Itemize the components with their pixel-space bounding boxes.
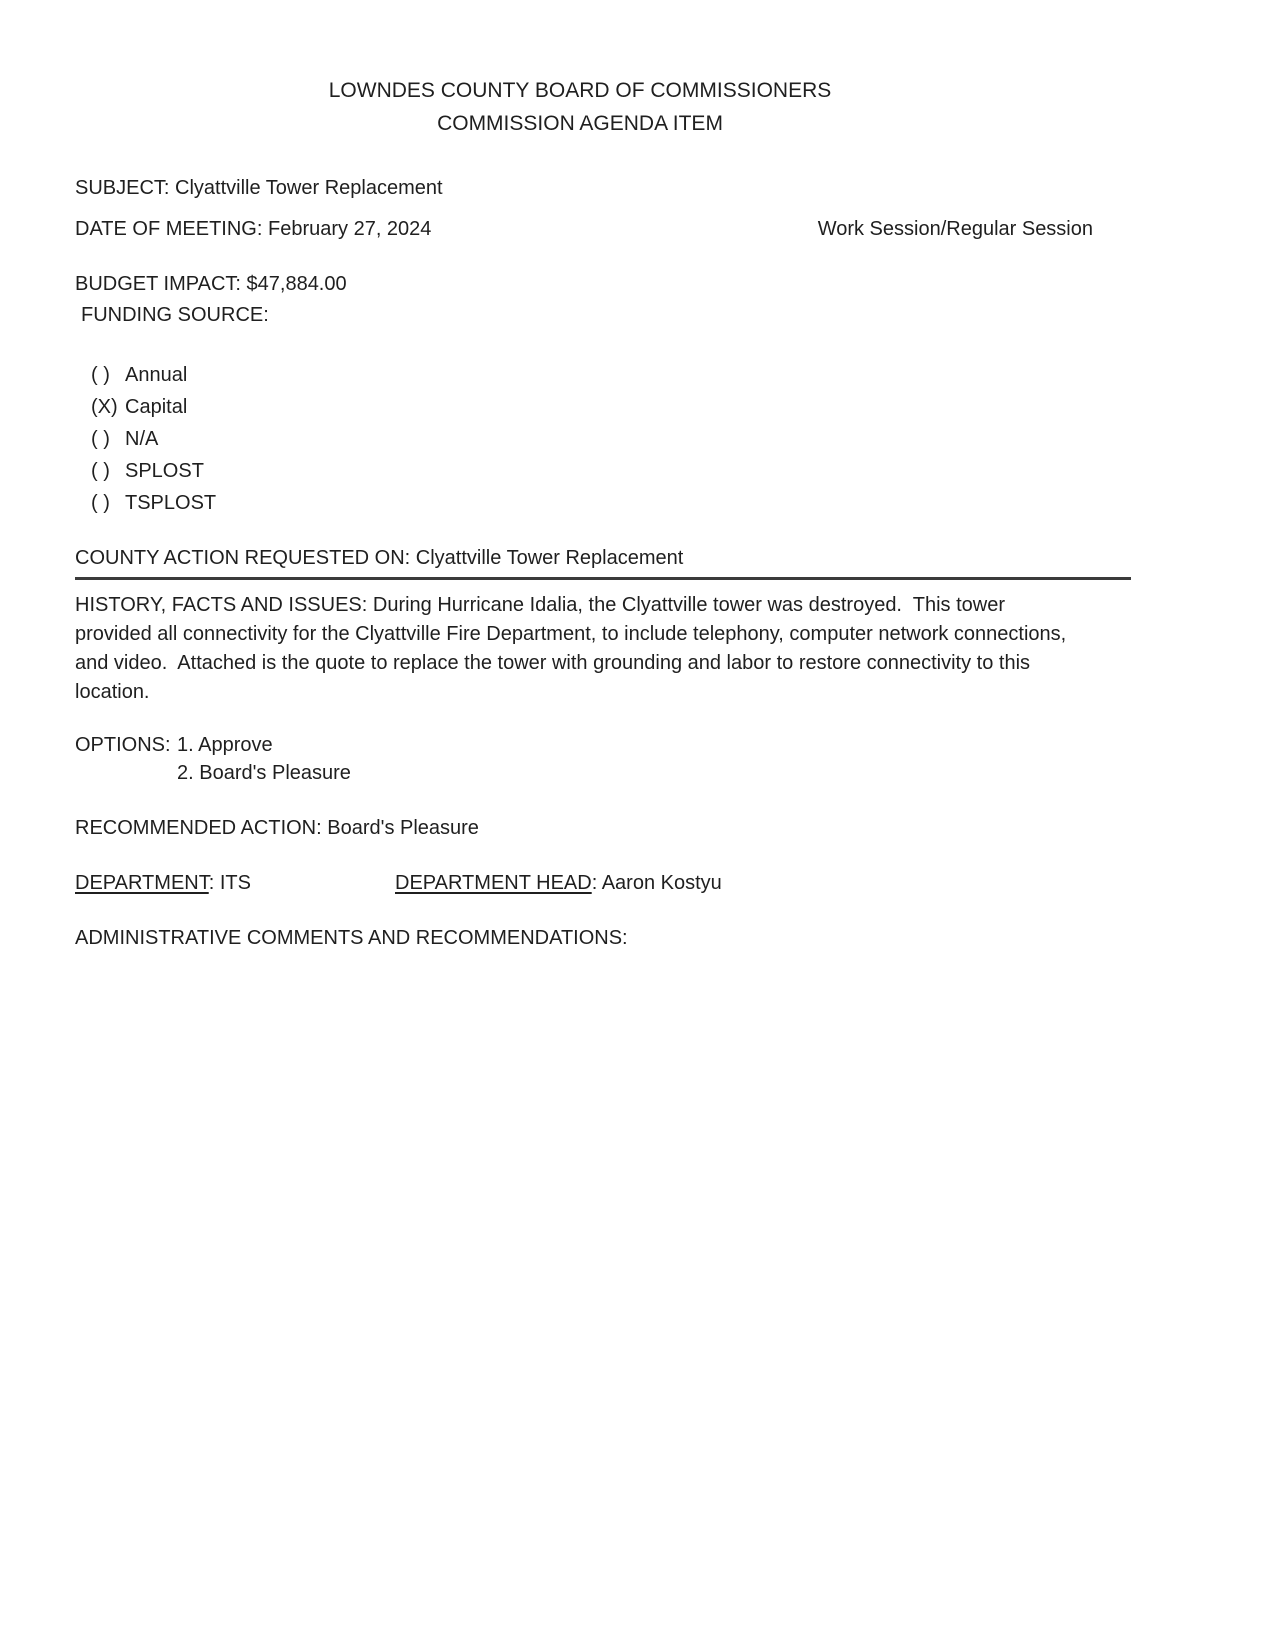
admin-comments-label: ADMINISTRATIVE COMMENTS AND RECOMMENDATIONS: [75, 927, 628, 949]
department-row [75, 869, 1130, 897]
budget-label: BUDGET IMPACT: [75, 273, 241, 295]
session-type: Work Session/Regular Session [817, 218, 1093, 240]
header-org-title: LOWNDES COUNTY BOARD OF COMMISSIONERS [328, 79, 832, 102]
funding-option-label: TSPLOST [125, 492, 217, 514]
department-label: DEPARTMENT [75, 872, 209, 894]
funding-option-label: SPLOST [125, 460, 204, 482]
county-action-line [75, 544, 1131, 580]
recommended-action-value: Board's Pleasure [327, 817, 479, 839]
department-head-value: : Aaron Kostyu [591, 872, 722, 894]
department-value: : ITS [208, 872, 251, 894]
budget-value: $47,884.00 [246, 273, 347, 295]
funding-option-label: Annual [125, 364, 188, 386]
checkbox-na: ( ) [91, 428, 110, 450]
subject-line [75, 174, 1130, 202]
date-value: February 27, 2024 [267, 218, 432, 240]
options-label: OPTIONS: [75, 734, 171, 756]
funding-option-annual [75, 359, 1130, 391]
history-facts-paragraph: HISTORY, FACTS AND ISSUES: During Hurricane Idalia, the Clyattville tower was destroyed. This tower provided all connectivity for the Clyattville Fire Department, to include telephony, computer network connections, and video. Attached is the quote to replace the tower with grounding and labor to restore connectivity to this location. [75, 594, 1072, 703]
options-row [75, 731, 1130, 787]
checkbox-capital-checked: (X) [91, 396, 118, 418]
department-head-line [395, 869, 722, 897]
budget-line [75, 270, 1130, 298]
subject-value: Clyattville Tower Replacement [175, 177, 443, 199]
county-action-value: Clyattville Tower Replacement [415, 547, 684, 569]
date-line [75, 215, 431, 243]
header-doc-type: COMMISSION AGENDA ITEM [437, 112, 723, 135]
funding-source-label: FUNDING SOURCE: [81, 304, 269, 326]
checkbox-tsplost: ( ) [91, 492, 110, 514]
document-header [75, 74, 1085, 140]
funding-option-label: N/A [125, 428, 159, 450]
recommended-action-line [75, 814, 1130, 842]
funding-option-tsplost [75, 487, 1130, 519]
county-action-label: COUNTY ACTION REQUESTED ON: [75, 547, 411, 569]
subject-label: SUBJECT: [75, 177, 170, 199]
options-block [75, 731, 1130, 787]
option-2: 2. Board's Pleasure [177, 762, 351, 784]
funding-option-splost [75, 455, 1130, 487]
funding-option-capital [75, 391, 1130, 423]
funding-options-list [75, 359, 1130, 519]
option-1: 1. Approve [177, 734, 273, 756]
department-line [75, 869, 395, 897]
funding-option-label: Capital [125, 396, 188, 418]
funding-option-na [75, 423, 1130, 455]
checkbox-annual: ( ) [91, 364, 110, 386]
recommended-action-label: RECOMMENDED ACTION: [75, 817, 322, 839]
date-session-row [75, 215, 1093, 243]
date-label: DATE OF MEETING: [75, 218, 263, 240]
department-head-label: DEPARTMENT HEAD [395, 872, 592, 894]
checkbox-splost: ( ) [91, 460, 110, 482]
